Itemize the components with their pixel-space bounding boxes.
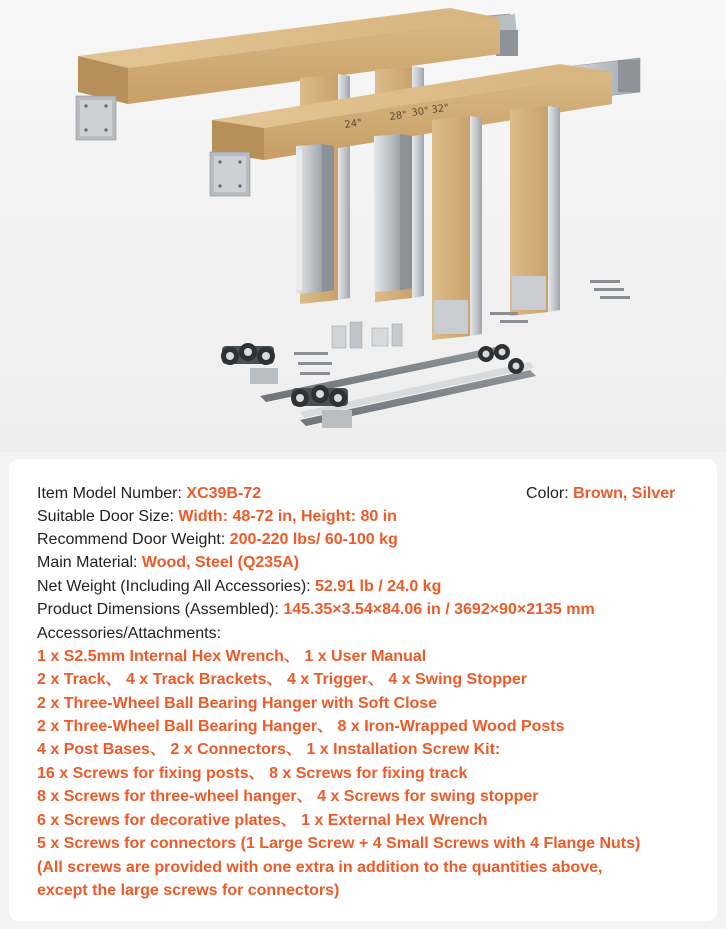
color-spec — [526, 484, 675, 504]
color-value: Brown, Silver — [573, 485, 676, 502]
pocket-door-frame-kit-illustration — [0, 0, 726, 452]
tracks — [260, 346, 536, 426]
beam-marking-28: 28" — [388, 109, 408, 123]
dimensions-label: Product Dimensions (Assembled): — [37, 601, 284, 618]
net-weight-value: 52.91 lb / 24.0 kg — [315, 578, 442, 595]
accessory-line: 8 x Screws for three-wheel hanger、 4 x Screws for swing stopper — [37, 788, 539, 805]
accessory-line: 2 x Three-Wheel Ball Bearing Hanger with Soft Close — [37, 695, 438, 712]
spec-row-net-weight — [37, 577, 716, 597]
door-weight-label: Recommend Door Weight: — [37, 531, 230, 548]
accessory-line: except the large screws for connectors) — [37, 882, 340, 899]
product-image — [0, 0, 726, 452]
accessory-line: 5 x Screws for connectors (1 Large Screw + 4 Small Screws with 4 Flange Nuts) — [37, 835, 641, 852]
accessory-line: (All screws are provided with one extra in addition to the quantities above, — [37, 859, 603, 876]
spec-row-model — [37, 484, 716, 504]
color-label: Color: — [526, 485, 574, 502]
front-frame — [210, 58, 640, 340]
accessory-line: 4 x Post Bases、 2 x Connectors、 1 x Installation Screw Kit: — [37, 741, 501, 758]
accessory-line: 2 x Track、 4 x Track Brackets、 4 x Trigger、 4 x Swing Stopper — [37, 671, 527, 688]
accessory-line: 2 x Three-Wheel Ball Bearing Hanger、 8 x Iron-Wrapped Wood Posts — [37, 718, 565, 735]
spec-row-material — [37, 553, 716, 573]
dimensions-value: 145.35×3.54×84.06 in / 3692×90×2135 mm — [283, 601, 595, 618]
door-size-label: Suitable Door Size: — [37, 508, 179, 525]
spec-row-door-weight — [37, 530, 716, 550]
spec-row-door-size — [37, 507, 716, 527]
beam-marking-24: 24" — [343, 117, 363, 131]
accessory-line: 16 x Screws for fixing posts、 8 x Screws for fixing track — [37, 765, 468, 782]
net-weight-label: Net Weight (Including All Accessories): — [37, 578, 316, 595]
spec-row-dimensions — [37, 600, 716, 620]
material-value: Wood, Steel (Q235A) — [141, 554, 299, 571]
beam-marking-32: 32" — [430, 102, 450, 116]
model-label: Item Model Number: — [37, 485, 187, 502]
accessory-line: 6 x Screws for decorative plates、 1 x External Hex Wrench — [37, 812, 488, 829]
beam-marking-30: 30" — [410, 105, 430, 119]
door-size-value: Width: 48-72 in, Height: 80 in — [178, 508, 397, 525]
accessories-heading — [37, 624, 716, 644]
accessory-line: 1 x S2.5mm Internal Hex Wrench、 1 x User Manual — [37, 648, 427, 665]
model-value: XC39B-72 — [186, 485, 262, 502]
material-label: Main Material: — [37, 554, 142, 571]
door-weight-value: 200-220 lbs/ 60-100 kg — [229, 531, 398, 548]
track-brackets — [332, 322, 402, 348]
accessories-label: Accessories/Attachments: — [37, 625, 222, 642]
